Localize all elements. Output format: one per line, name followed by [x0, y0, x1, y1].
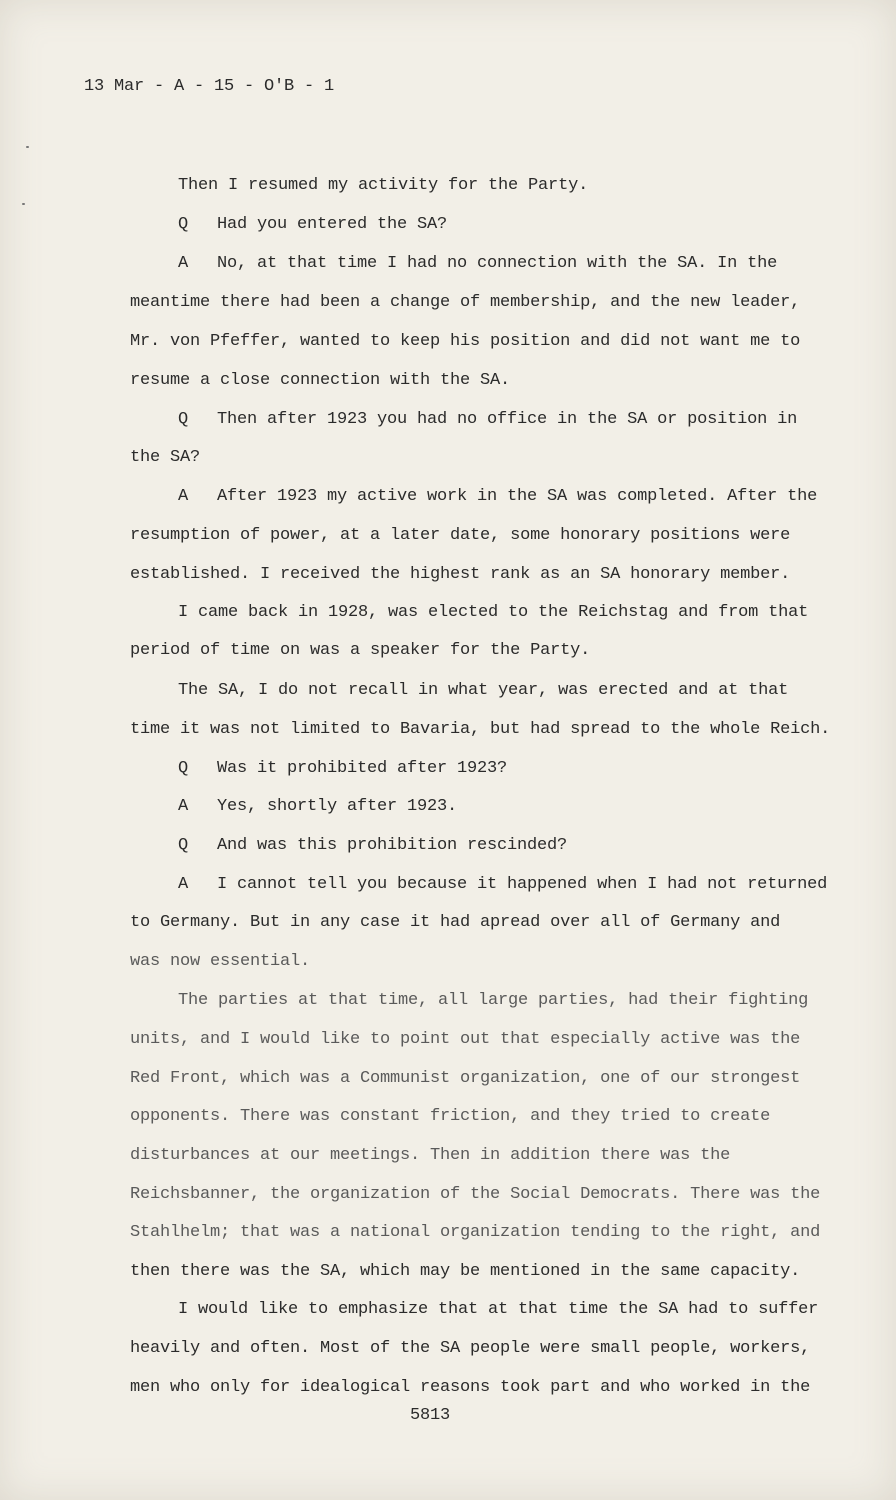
- text-line: established. I received the highest rank as an SA honorary member.: [130, 565, 791, 584]
- text-line: Yes, shortly after 1923.: [217, 797, 458, 816]
- speaker-mark: A: [178, 797, 189, 816]
- ink-speck: [22, 203, 25, 205]
- speaker-mark: A: [178, 254, 189, 273]
- text-line: Then I resumed my activity for the Party.: [178, 176, 589, 195]
- ink-speck: [26, 146, 29, 148]
- text-line: I cannot tell you because it happened when I had not returned: [217, 875, 828, 894]
- text-line: meantime there had been a change of membership, and the new leader,: [130, 293, 801, 312]
- text-line: I came back in 1928, was elected to the Reichstag and from that: [178, 603, 809, 622]
- text-line: Was it prohibited after 1923?: [217, 759, 508, 778]
- text-line: And was this prohibition rescinded?: [217, 836, 568, 855]
- speaker-mark: Q: [178, 759, 189, 778]
- text-line: The parties at that time, all large parties, had their fighting: [178, 991, 809, 1010]
- text-line: opponents. There was constant friction, and they tried to create: [130, 1107, 771, 1126]
- page-number: 5813: [410, 1406, 451, 1425]
- speaker-mark: Q: [178, 410, 189, 429]
- text-line: the SA?: [130, 448, 201, 467]
- text-line: period of time on was a speaker for the Party.: [130, 641, 591, 660]
- text-line: heavily and often. Most of the SA people were small people, workers,: [130, 1339, 811, 1358]
- text-line: disturbances at our meetings. Then in addition there was the: [130, 1146, 731, 1165]
- text-line: Stahlhelm; that was a national organization tending to the right, and: [130, 1223, 821, 1242]
- text-line: Had you entered the SA?: [217, 215, 448, 234]
- text-line: then there was the SA, which may be mentioned in the same capacity.: [130, 1262, 801, 1281]
- text-line: resumption of power, at a later date, some honorary positions were: [130, 526, 791, 545]
- text-line: resume a close connection with the SA.: [130, 371, 511, 390]
- text-line: men who only for idealogical reasons took part and who worked in the: [130, 1378, 811, 1397]
- text-line: I would like to emphasize that at that time the SA had to suffer: [178, 1300, 819, 1319]
- text-line: to Germany. But in any case it had apread over all of Germany and: [130, 913, 781, 932]
- speaker-mark: Q: [178, 836, 189, 855]
- text-line: No, at that time I had no connection with the SA. In the: [217, 254, 778, 273]
- document-header: 13 Mar - A - 15 - O'B - 1: [84, 77, 335, 96]
- text-line: Then after 1923 you had no office in the SA or position in: [217, 410, 798, 429]
- speaker-mark: A: [178, 487, 189, 506]
- text-line: Red Front, which was a Communist organization, one of our strongest: [130, 1069, 801, 1088]
- speaker-mark: Q: [178, 215, 189, 234]
- text-line: The SA, I do not recall in what year, was erected and at that: [178, 681, 789, 700]
- text-line: Mr. von Pfeffer, wanted to keep his position and did not want me to: [130, 332, 801, 351]
- text-line: units, and I would like to point out that especially active was the: [130, 1030, 801, 1049]
- speaker-mark: A: [178, 875, 189, 894]
- text-line: was now essential.: [130, 952, 311, 971]
- text-line: After 1923 my active work in the SA was completed. After the: [217, 487, 818, 506]
- text-line: Reichsbanner, the organization of the Social Democrats. There was the: [130, 1185, 821, 1204]
- text-line: time it was not limited to Bavaria, but had spread to the whole Reich.: [130, 720, 831, 739]
